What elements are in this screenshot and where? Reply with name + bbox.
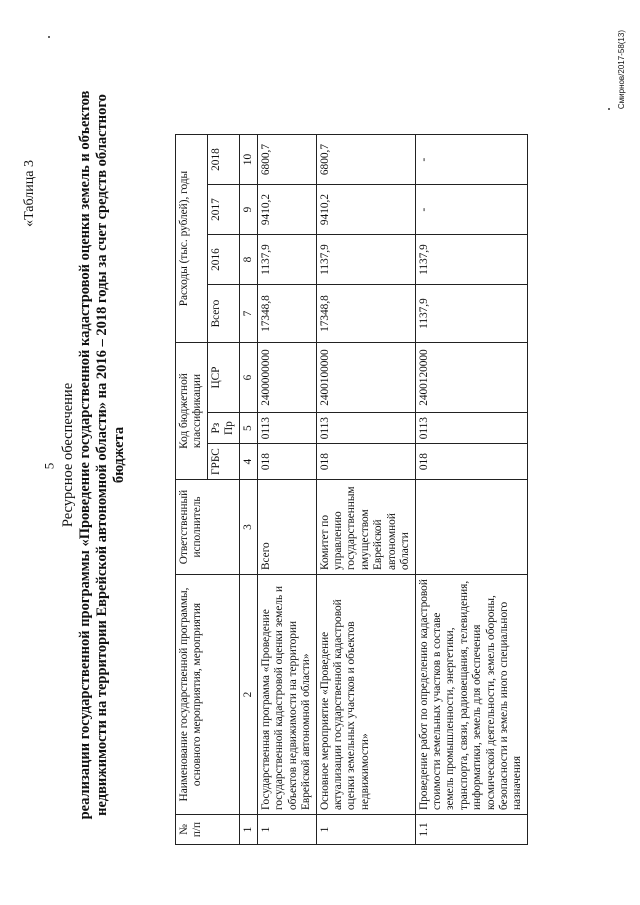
row-name: Государственная программа «Проведение государственной кадастровой оценки земель и объектов недвижимости на территории Еврейской автономной области» [258, 575, 317, 815]
row-2018: - [415, 135, 527, 185]
table-row [258, 135, 317, 845]
row-rz-pr: 0113 [415, 413, 527, 444]
col-number: 4 [239, 444, 257, 480]
row-2017: - [415, 185, 527, 235]
row-num: 1.1 [415, 815, 527, 845]
col-number: 3 [239, 480, 257, 575]
col-number: 8 [239, 235, 257, 285]
header-grbs: ГРБС [207, 444, 239, 480]
row-grbs: 018 [258, 444, 317, 480]
header-rz-pr: Рз Пр [207, 413, 239, 444]
row-csr: 2400100000 [316, 343, 415, 413]
row-grbs: 018 [316, 444, 415, 480]
row-num: 1 [316, 815, 415, 845]
row-grbs: 018 [415, 444, 527, 480]
title-line-2: реализации государственной программы «Проведение государственной кадастровой оценки земель и объектов [77, 90, 93, 820]
row-2018: 6800,7 [316, 135, 415, 185]
col-number: 10 [239, 135, 257, 185]
row-2016: 1137,9 [258, 235, 317, 285]
col-number: 2 [239, 575, 257, 815]
header-csr: ЦСР [207, 343, 239, 413]
row-name: Основное мероприятие «Проведение актуализации государственной кадастровой оценки земельных участков и объектов недвижимости» [316, 575, 415, 815]
row-executor [415, 480, 527, 575]
row-total: 17348,8 [316, 285, 415, 343]
row-total: 1137,9 [415, 285, 527, 343]
header-budget-code: Код бюджетной классификации [176, 343, 208, 480]
page-number: 5 [41, 462, 57, 470]
header-2016: 2016 [207, 235, 239, 285]
header-2017: 2017 [207, 185, 239, 235]
col-number: 5 [239, 413, 257, 444]
footer-code: Смирнов/2017-58(13) [617, 30, 626, 110]
title-line-1: Ресурсное обеспечение [60, 382, 76, 528]
document-title [60, 75, 128, 835]
row-executor: Комитет по управлению государственным имуществом Еврейской автономной области [316, 480, 415, 575]
table-row [316, 135, 415, 845]
row-rz-pr: 0113 [258, 413, 317, 444]
row-2017: 9410,2 [316, 185, 415, 235]
row-executor: Всего [258, 480, 317, 575]
col-number: 9 [239, 185, 257, 235]
header-total: Всего [207, 285, 239, 343]
row-num: 1 [258, 815, 317, 845]
row-2016: 1137,9 [415, 235, 527, 285]
row-rz-pr: 0113 [316, 413, 415, 444]
row-csr: 2400000000 [258, 343, 317, 413]
row-total: 17348,8 [258, 285, 317, 343]
row-2018: 6800,7 [258, 135, 317, 185]
col-number: 7 [239, 285, 257, 343]
column-number-row [239, 135, 257, 845]
row-name: Проведение работ по определению кадастровой стоимости земельных участков в составе земель промышленности, энергетики, транспорта, связи, радиовещания, телевидения, информатики, земель для обеспечения космической деятельности, земель обороны, безопасности и земель иного специального назначения [415, 575, 527, 815]
header-expenses: Расходы (тыс. рублей), годы [176, 135, 208, 343]
table-tag: «Таблица 3 [22, 160, 37, 227]
title-line-3: недвижимости на территории Еврейской автономной области» на 2016 – 2018 годы за счет средств областного бюджета [94, 94, 127, 816]
header-num: № п/п [176, 815, 240, 845]
header-name: Наименование государственной программы, основного мероприятия, мероприятия [176, 575, 240, 815]
resource-table [175, 134, 528, 845]
header-2018: 2018 [207, 135, 239, 185]
table-row [415, 135, 527, 845]
row-csr: 2400120000 [415, 343, 527, 413]
col-number: 6 [239, 343, 257, 413]
header-row [176, 135, 208, 845]
row-2016: 1137,9 [316, 235, 415, 285]
col-number: 1 [239, 815, 257, 845]
row-2017: 9410,2 [258, 185, 317, 235]
header-executor: Ответственный исполнитель [176, 480, 240, 575]
